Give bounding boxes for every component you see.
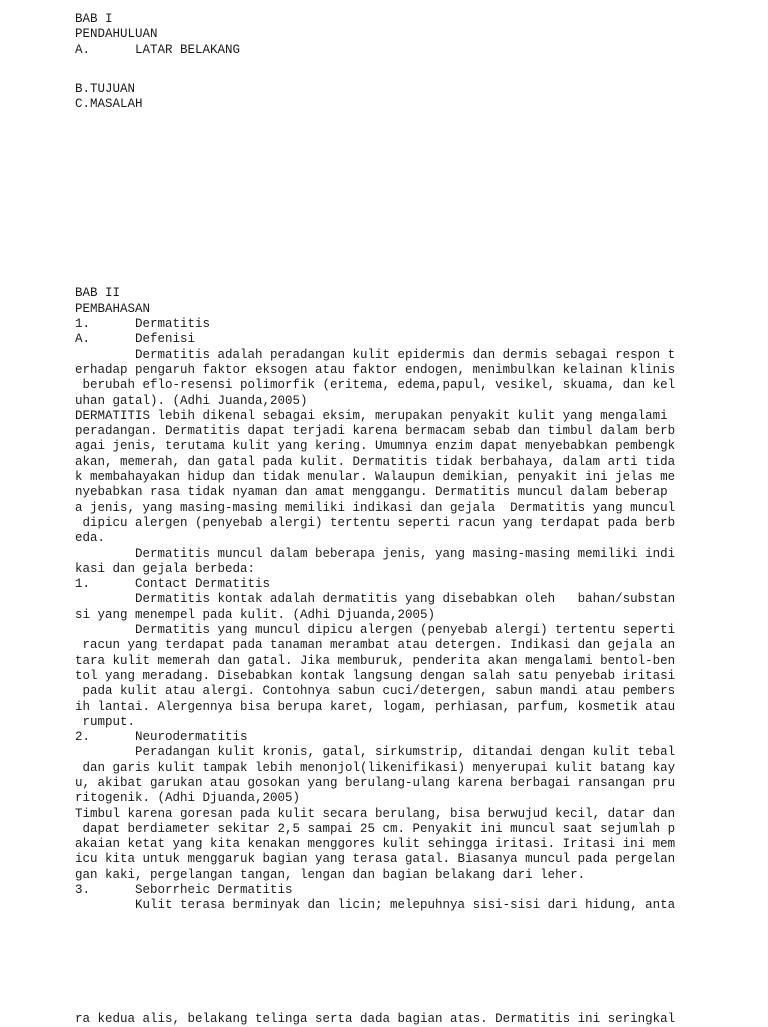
text-line: Dermatitis kontak adalah dermatitis yang disebabkan oleh bahan/substan bbox=[75, 592, 676, 607]
text-line: 1. Dermatitis bbox=[75, 317, 211, 332]
text-line: ra kedua alis, belakang telinga serta dada bagian atas. Dermatitis ini seringkal bbox=[75, 1011, 676, 1026]
document-page bbox=[75, 12, 695, 1027]
text-line: 2. Neurodermatitis bbox=[75, 730, 248, 745]
text-line: 1. Contact Dermatitis bbox=[75, 577, 271, 592]
text-line: Timbul karena goresan pada kulit secara berulang, bisa berwujud kecil, datar dan bbox=[75, 806, 676, 821]
text-line: ritogenik. (Adhi Djuanda,2005) bbox=[75, 791, 301, 806]
text-line: nyebabkan rasa tidak nyaman dan amat menggangu. Dermatitis muncul dalam beberap bbox=[75, 485, 668, 500]
text-line: Dermatitis adalah peradangan kulit epidermis dan dermis sebagai respon t bbox=[75, 347, 676, 362]
text-line: u, akibat garukan atau gosokan yang berulang-ulang karena berbagai ransangan pru bbox=[75, 775, 676, 790]
text-line: Dermatitis yang muncul dipicu alergen (penyebab alergi) tertentu seperti bbox=[75, 623, 676, 638]
text-line: PEMBAHASAN bbox=[75, 301, 151, 316]
text-line: gan kaki, pergelangan tangan, lengan dan bagian belakang dari leher. bbox=[75, 867, 586, 882]
spacer bbox=[75, 112, 695, 286]
text-line: B.TUJUAN bbox=[75, 81, 136, 96]
text-line: si yang menempel pada kulit. (Adhi Djuanda,2005) bbox=[75, 607, 436, 622]
text-line: berubah eflo-resensi polimorfik (eritema, edema,papul, vesikel, skuama, dan kel bbox=[75, 378, 676, 393]
text-line: BAB I bbox=[75, 12, 113, 26]
text-line: erhadap pengaruh faktor eksogen atau faktor endogen, menimbulkan kelainan klinis bbox=[75, 362, 676, 377]
text-line: peradangan. Dermatitis dapat terjadi karena bermacam sebab dan timbul dalam berb bbox=[75, 424, 676, 439]
text-line: pada kulit atau alergi. Contohnya sabun cuci/detergen, sabun mandi atau pembers bbox=[75, 684, 676, 699]
chapter-two-body bbox=[75, 286, 695, 913]
text-line: akan, memerah, dan gatal pada kulit. Dermatitis tidak berbahaya, dalam arti tida bbox=[75, 454, 676, 469]
text-line: rumput. bbox=[75, 714, 136, 729]
text-line: 3. Seborrheic Dermatitis bbox=[75, 883, 293, 898]
text-line: a jenis, yang masing-masing memiliki indikasi dan gejala Dermatitis yang muncul bbox=[75, 500, 676, 515]
text-line: BAB II bbox=[75, 286, 121, 301]
text-line: dapat berdiameter sekitar 2,5 sampai 25 cm. Penyakit ini muncul saat sejumlah p bbox=[75, 821, 676, 836]
text-line: racun yang terdapat pada tanaman merambat atau detergen. Indikasi dan gejala an bbox=[75, 638, 676, 653]
text-line: A. Defenisi bbox=[75, 332, 196, 347]
text-line: tol yang meradang. Disebabkan kontak langsung dengan salah satu penyebab iritasi bbox=[75, 668, 676, 683]
spacer bbox=[75, 914, 695, 1012]
text-line: eda. bbox=[75, 531, 106, 546]
text-line: PENDAHULUAN bbox=[75, 27, 158, 42]
text-line: A. LATAR BELAKANG bbox=[75, 42, 241, 57]
continued-text bbox=[75, 1012, 695, 1027]
text-line: dipicu alergen (penyebab alergi) tertentu seperti racun yang terdapat pada berb bbox=[75, 515, 676, 530]
text-line: agai jenis, terutama kulit yang kering. Umumnya enzim dapat menyebabkan pembengk bbox=[75, 439, 676, 454]
text-line: kasi dan gejala berbeda: bbox=[75, 561, 256, 576]
chapter-one-heading bbox=[75, 12, 695, 58]
text-line: k membahayakan hidup dan tidak menular. Walaupun demikian, penyakit ini jelas me bbox=[75, 470, 676, 485]
text-line: C.MASALAH bbox=[75, 97, 143, 112]
chapter-one-subsections bbox=[75, 82, 695, 113]
spacer bbox=[75, 58, 695, 82]
text-line: dan garis kulit tampak lebih menonjol(likenifikasi) menyerupai kulit batang kay bbox=[75, 760, 676, 775]
text-line: ih lantai. Alergennya bisa berupa karet, logam, perhiasan, parfum, kosmetik atau bbox=[75, 699, 676, 714]
text-line: icu kita untuk menggaruk bagian yang terasa gatal. Biasanya muncul pada pergelan bbox=[75, 852, 676, 867]
text-line: tara kulit memerah dan gatal. Jika memburuk, penderita akan mengalami bentol-ben bbox=[75, 653, 676, 668]
text-line: DERMATITIS lebih dikenal sebagai eksim, merupakan penyakit kulit yang mengalami bbox=[75, 408, 676, 423]
text-line: Peradangan kulit kronis, gatal, sirkumstrip, ditandai dengan kulit tebal bbox=[75, 745, 676, 760]
text-line: Kulit terasa berminyak dan licin; melepuhnya sisi-sisi dari hidung, anta bbox=[75, 898, 676, 913]
text-line: uhan gatal). (Adhi Juanda,2005) bbox=[75, 393, 308, 408]
text-line: Dermatitis muncul dalam beberapa jenis, yang masing-masing memiliki indi bbox=[75, 546, 676, 561]
text-line: akaian ketat yang kita kenakan menggores kulit sehingga iritasi. Iritasi ini mem bbox=[75, 837, 676, 852]
